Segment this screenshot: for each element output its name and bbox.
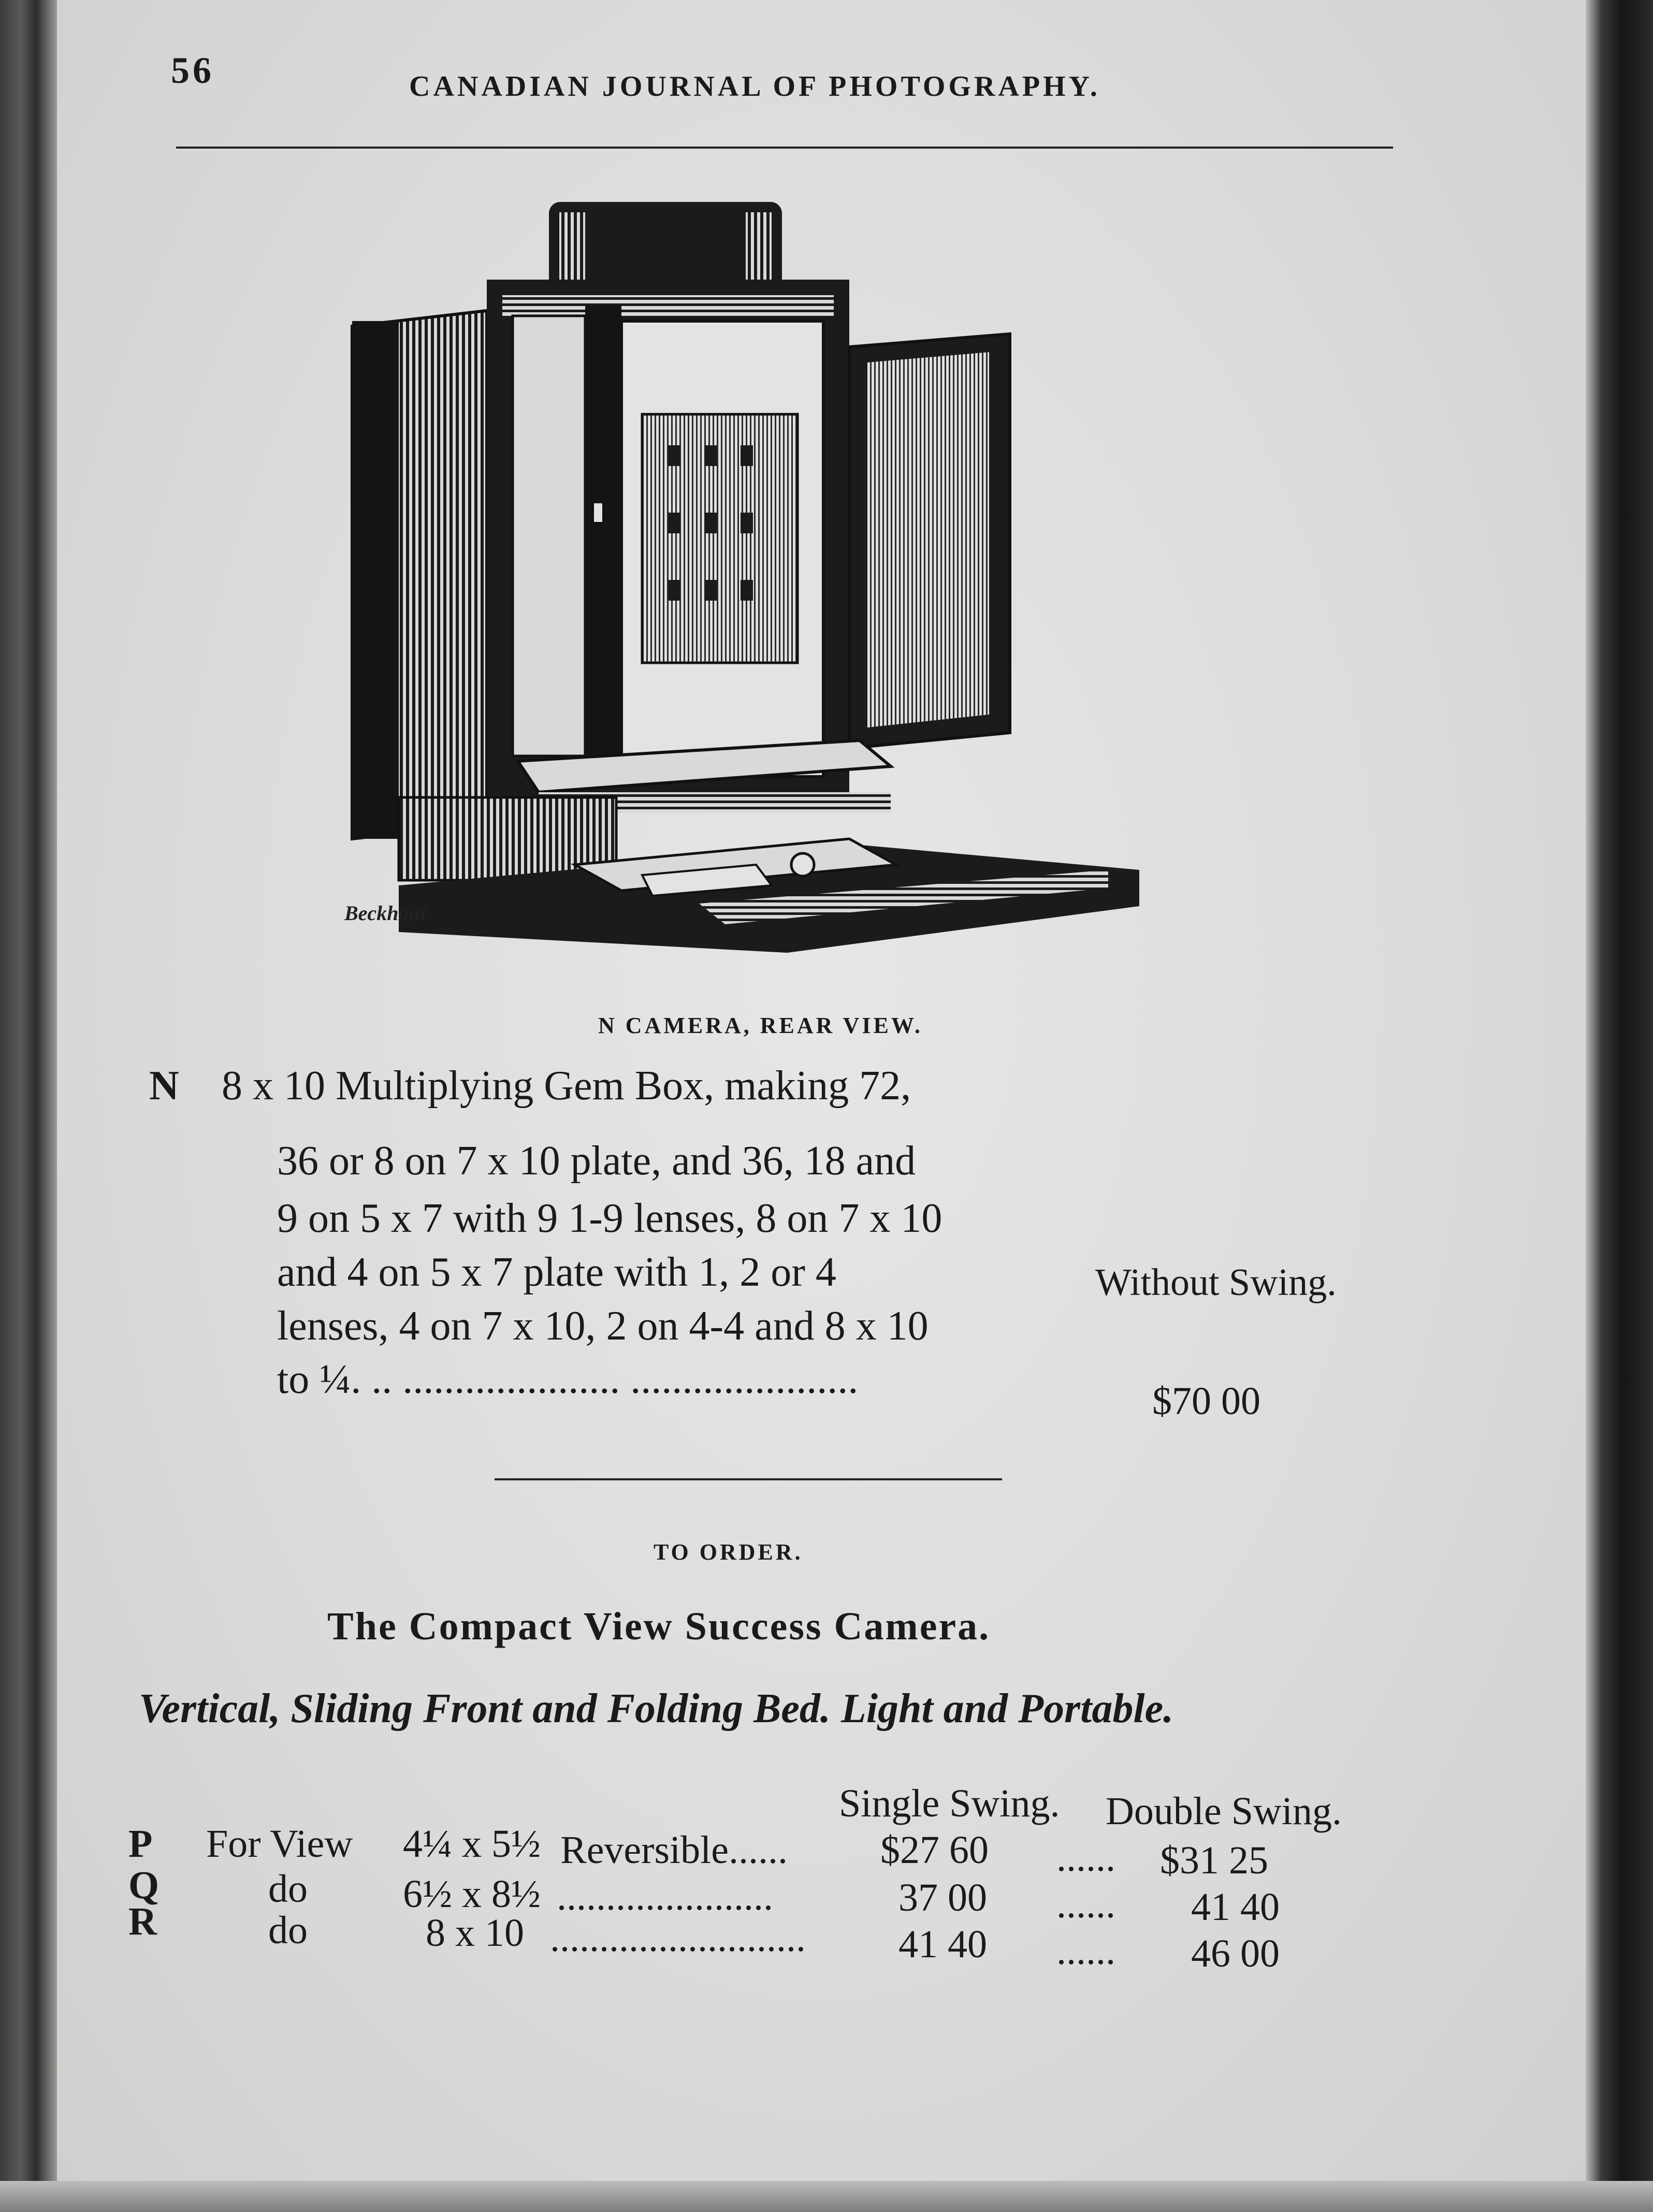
- row-letter-r: R: [128, 1900, 157, 1943]
- camera-illustration: [331, 192, 1181, 979]
- row-r-separator: ......: [1056, 1929, 1115, 1973]
- section-rule: [495, 1478, 1002, 1480]
- book-binding-left: [0, 0, 57, 2212]
- product-n-line-5: lenses, 4 on 7 x 10, 2 on 4-4 and 8 x 10: [277, 1303, 929, 1349]
- row-r-double-price: 46 00: [1191, 1932, 1280, 1975]
- engraver-signature: Beckhout: [344, 901, 426, 925]
- focus-knob: [791, 853, 814, 876]
- page-bottom-edge: [0, 2181, 1653, 2212]
- row-r-suffix: ..........................: [550, 1916, 806, 1960]
- running-title: CANADIAN JOURNAL OF PHOTOGRAPHY.: [409, 70, 1100, 103]
- row-q-suffix: ......................: [557, 1875, 773, 1918]
- product-n-line-3: 9 on 5 x 7 with 9 1-9 lenses, 8 on 7 x 10: [277, 1196, 943, 1241]
- column-header-double-swing: Double Swing.: [1106, 1789, 1342, 1833]
- to-order-heading: TO ORDER.: [654, 1539, 803, 1565]
- product-n-line-1: 8 x 10 Multiplying Gem Box, making 72,: [222, 1063, 911, 1109]
- section-subtitle: Vertical, Sliding Front and Folding Bed. Light and Portable.: [139, 1686, 1174, 1731]
- price-label-without-swing: Without Swing.: [1095, 1261, 1337, 1304]
- row-q-double-price: 41 40: [1191, 1885, 1280, 1929]
- product-n-line-4: and 4 on 5 x 7 plate with 1, 2 or 4: [277, 1249, 836, 1295]
- row-p-suffix: Reversible......: [560, 1828, 788, 1872]
- product-letter-n: N: [149, 1063, 179, 1109]
- price-n: $70 00: [1152, 1379, 1260, 1423]
- row-q-size: 6½ x 8½: [403, 1872, 541, 1916]
- row-p-double-price: $31 25: [1160, 1839, 1268, 1882]
- row-q-desc: do: [268, 1867, 308, 1911]
- book-binding-right: [1586, 0, 1653, 2212]
- row-p-desc: For View: [206, 1822, 353, 1866]
- row-q-separator: ......: [1056, 1883, 1115, 1926]
- product-n-line-2: 36 or 8 on 7 x 10 plate, and 36, 18 and: [277, 1138, 916, 1184]
- row-r-size: 8 x 10: [426, 1911, 524, 1955]
- row-letter-p: P: [128, 1822, 153, 1866]
- column-header-single-swing: Single Swing.: [839, 1782, 1060, 1825]
- product-n-line-6: to ¼. .. ..................... ......................: [277, 1357, 859, 1402]
- figure-caption: N CAMERA, REAR VIEW.: [598, 1013, 923, 1038]
- header-rule: [176, 147, 1393, 149]
- section-title: The Compact View Success Camera.: [327, 1605, 991, 1648]
- row-r-desc: do: [268, 1909, 308, 1952]
- row-q-single-price: 37 00: [898, 1876, 987, 1919]
- row-p-separator: ......: [1056, 1836, 1115, 1880]
- row-p-size: 4¼ x 5½: [403, 1822, 541, 1866]
- page-number: 56: [171, 50, 214, 91]
- row-letter-q: Q: [128, 1864, 160, 1907]
- row-p-single-price: $27 60: [880, 1828, 989, 1872]
- row-r-single-price: 41 40: [898, 1923, 987, 1966]
